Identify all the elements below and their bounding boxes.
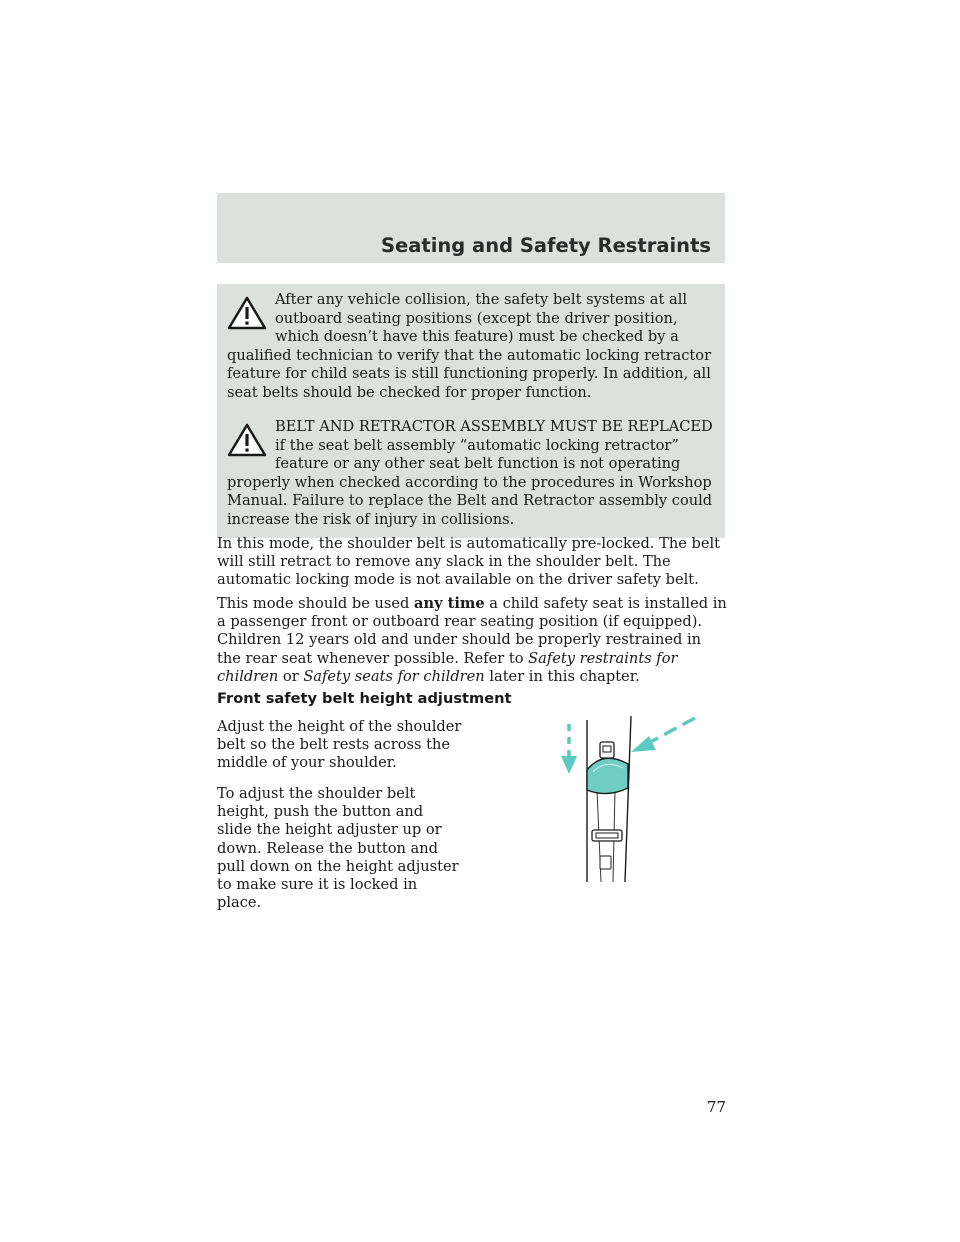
text-run: a child safety seat is installed in a passenger front or outboard rear seating position (if equipped). Children 12 years old and under should be properly restrained in the rear seat whenever possible. Refer to <box>217 595 727 667</box>
header-band <box>217 193 725 263</box>
warning-text: BELT AND RETRACTOR ASSEMBLY MUST BE REPLACED if the seat belt assembly “automatic locking retractor” feature or any other seat belt function is not operating properly when checked according to the procedures in Workshop Manual. Failure to replace the Belt and Retractor assembly could increase the risk of injury in collisions. <box>227 418 713 528</box>
emphasis-any-time: any time <box>414 595 485 612</box>
page-number: 77 <box>706 1098 726 1116</box>
height-adjustment-paragraph-1: Adjust the height of the shoulder belt so the belt rests across the middle of your shoulder. <box>217 718 462 772</box>
text-run: later in this chapter. <box>484 667 640 685</box>
mode-intro-paragraph: In this mode, the shoulder belt is automatically pre-locked. The belt will still retract to remove any slack in the shoulder belt. The automatic locking mode is not available on the driver safety belt. <box>217 535 721 589</box>
text-run: or <box>278 667 304 685</box>
text-run: This mode should be used <box>217 595 415 612</box>
warning-text: After any vehicle collision, the safety belt systems at all outboard seating positions (except the driver position, which doesn’t have this feature) must be checked by a qualified technician to verify that the automatic locking retractor feature for child seats is still functioning properly. In addition, all seat belts should be checked for proper function. <box>227 291 712 401</box>
ref-safety-seats-children: Safety seats for children <box>303 667 485 685</box>
seat-belt-height-adjuster-illustration <box>555 712 705 884</box>
height-adjustment-paragraph-2: To adjust the shoulder belt height, push the button and slide the height adjuster up or down. Release the button and pull down on the height adjuster to make sure it is locked in place. <box>217 785 459 912</box>
warning-box-collision <box>217 284 725 411</box>
usage-paragraph <box>217 595 727 686</box>
height-adjustment-heading: Front safety belt height adjustment <box>217 690 512 707</box>
ref-safety-restraints-children: Safety restraints for children <box>217 649 678 685</box>
warning-box-retractor <box>217 411 725 538</box>
warning-triangle-icon <box>227 296 267 330</box>
section-title: Seating and Safety Restraints <box>380 234 711 257</box>
warning-triangle-icon <box>227 423 267 457</box>
